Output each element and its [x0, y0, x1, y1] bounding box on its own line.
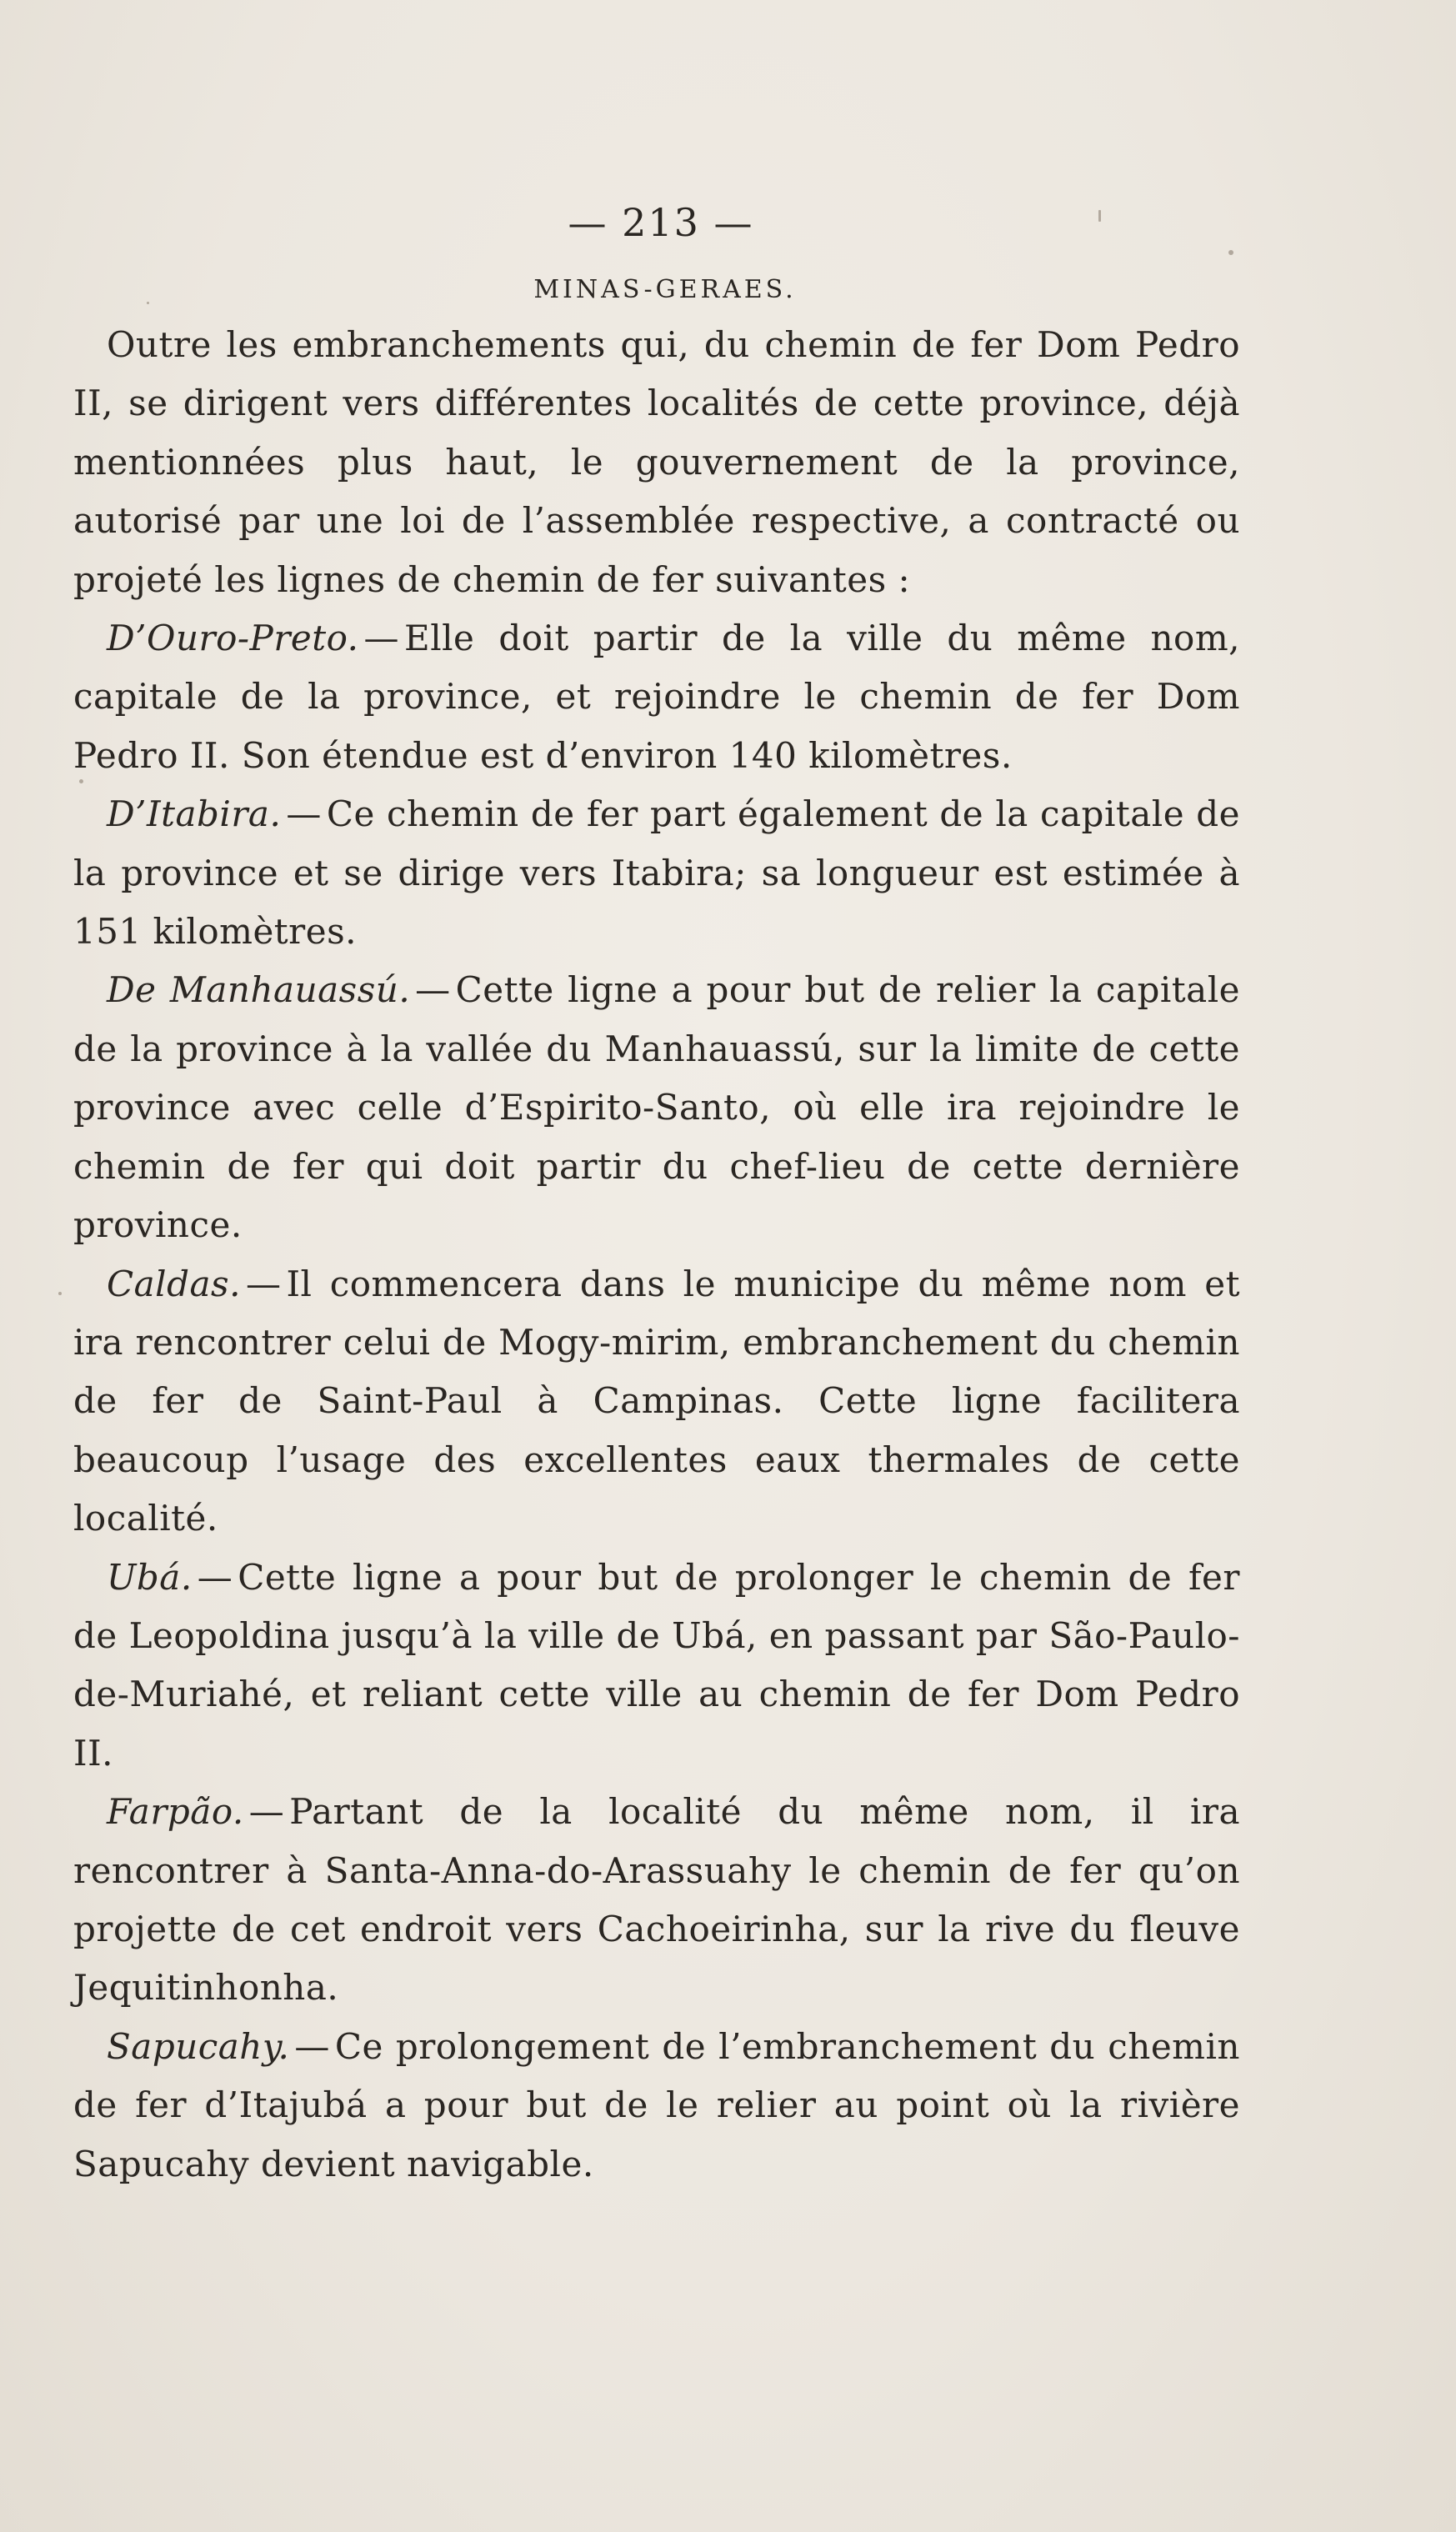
entry-text: Elle doit partir de la ville du même nom, capitale de la province, et rejoindre le chemin de fer Dom Pedro II. Son étendue est d’environ 140 kilomètres. — [73, 618, 1240, 776]
entry-heading: De Manhauassú. — [107, 969, 411, 1011]
entry-heading: Farpão. — [107, 1791, 244, 1833]
entry-heading: Ubá. — [107, 1556, 193, 1598]
entry-heading: D’Ouro-Preto. — [107, 618, 359, 659]
entry-heading: Caldas. — [107, 1263, 241, 1304]
entry-heading: D’Itabira. — [107, 793, 282, 835]
entry-paragraph-sapucahy — [73, 2018, 1240, 2194]
em-dash: — — [363, 618, 400, 659]
intro-paragraph: Outre les embranchements qui, du chemin de fer Dom Pedro II, se dirigent vers différentes localités de cette province, déjà mentionnées plus haut, le gouvernement de la province, autorisé par une loi de l’assemblée respective, a contracté ou projeté les lignes de chemin de fer suivantes : — [73, 324, 1240, 600]
em-dash: — — [245, 1263, 282, 1304]
entry-paragraph-uba — [73, 1549, 1240, 1784]
entry-paragraph-ouro-preto — [73, 609, 1240, 785]
entry-paragraph-caldas — [73, 1255, 1240, 1549]
em-dash: — — [294, 2025, 330, 2067]
entry-paragraph-manhauassu — [73, 961, 1240, 1254]
entry-text: Ce prolongement de l’embranchement du chemin de fer d’Itajubá a pour but de le relier au point où la rivière Sapucahy devient navigable. — [73, 2025, 1240, 2184]
entry-text: Cette ligne a pour but de prolonger le chemin de fer de Leopoldina jusqu’à la ville de Ubá, en passant par São-Paulo-de-Muriahé, et reliant cette ville au chemin de fer Dom Pedro II. — [73, 1556, 1240, 1774]
entry-text: Cette ligne a pour but de relier la capitale de la province à la vallée du Manhauassú, sur la limite de cette province avec celle d’Espirito-Santo, où elle ira rejoindre le chemin de fer qui doit partir du chef-lieu de cette dernière province. — [73, 969, 1240, 1246]
em-dash: — — [286, 793, 322, 835]
page-content — [73, 200, 1240, 2194]
entry-text: Partant de la localité du même nom, il ira rencontrer à Santa-Anna-do-Arassuahy le chemin de fer qu’on projette de cet endroit vers Cachoeirinha, sur la rive du fleuve Jequitinhonha. — [73, 1791, 1240, 2009]
entry-text: Il commencera dans le municipe du même nom et ira rencontrer celui de Mogy-mirim, embranchement du chemin de fer de Saint-Paul à Campinas. Cette ligne facilitera beaucoup l’usage des excellentes eaux thermales de cette localité. — [73, 1263, 1240, 1539]
em-dash: — — [248, 1791, 285, 1833]
page-number: — 213 — — [568, 200, 754, 245]
entry-heading: Sapucahy. — [107, 2025, 290, 2067]
em-dash: — — [415, 969, 451, 1011]
entry-text: Ce chemin de fer part également de la capitale de la province et se dirige vers Itabira; sa longueur est estimée à 151 kilomètres. — [73, 793, 1240, 953]
entry-paragraph-itabira — [73, 785, 1240, 961]
em-dash: — — [197, 1556, 233, 1598]
entry-paragraph-farpao — [73, 1783, 1240, 2018]
section-title: MINAS-GERAES. — [533, 275, 797, 304]
